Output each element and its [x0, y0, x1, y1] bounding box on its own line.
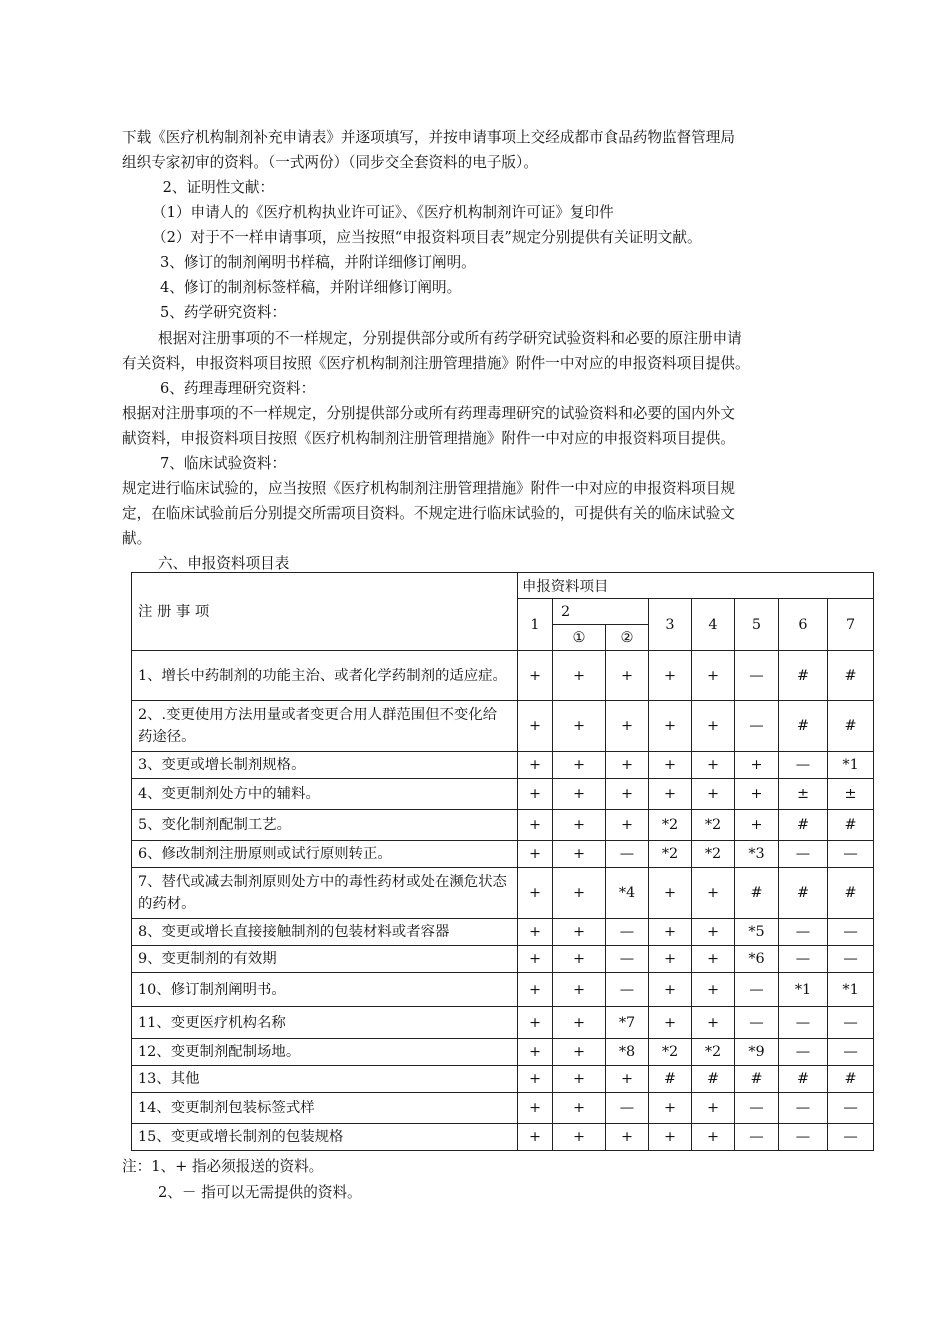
table-cell: —: [606, 841, 649, 868]
table-cell: ±: [828, 779, 874, 810]
table-cell: +: [606, 1124, 649, 1151]
table-cell: +: [649, 973, 692, 1007]
table-row: [132, 651, 874, 701]
table-cell: *6: [735, 946, 779, 973]
table-cell: —: [779, 1124, 828, 1151]
table-cell: #: [828, 810, 874, 841]
table-cell: +: [553, 868, 606, 919]
table-cell: +: [553, 946, 606, 973]
table-cell: +: [553, 779, 606, 810]
table-row: [132, 946, 874, 973]
registration-item: 8、变更或增长直接接触制剂的包装材料或者容器: [132, 919, 518, 946]
table-cell: #: [735, 868, 779, 919]
table-cell: +: [518, 973, 553, 1007]
table-cell: —: [779, 946, 828, 973]
table-cell: #: [779, 651, 828, 701]
section-heading: 2、证明性文献：: [148, 179, 275, 196]
table-cell: —: [779, 919, 828, 946]
table-cell: *7: [606, 1007, 649, 1039]
sub-column-header: ①: [553, 625, 606, 651]
table-cell: *2: [692, 1039, 735, 1066]
registration-item: 9、变更制剂的有效期: [132, 946, 518, 973]
table-cell: —: [828, 841, 874, 868]
table-cell: +: [518, 1066, 553, 1093]
table-cell: +: [518, 841, 553, 868]
table-cell: +: [518, 946, 553, 973]
table-cell: —: [735, 1007, 779, 1039]
registration-item: 2、.变更使用方法用量或者变更合用人群范围但不变化给药途径。: [132, 701, 518, 752]
column-header: 3: [649, 599, 692, 651]
table-cell: *1: [779, 973, 828, 1007]
table-cell: +: [518, 1007, 553, 1039]
table-cell: +: [649, 919, 692, 946]
table-cell: —: [606, 973, 649, 1007]
table-cell: +: [735, 752, 779, 779]
intro-line: 献。: [122, 530, 152, 547]
table-cell: +: [649, 651, 692, 701]
table-cell: +: [692, 1093, 735, 1124]
note-line: 2、－ 指可以无需提供的资料。: [158, 1184, 362, 1201]
registration-item-header: 注 册 事 项: [132, 573, 518, 651]
table-cell: +: [518, 651, 553, 701]
registration-item: 15、变更或增长制剂的包装规格: [132, 1124, 518, 1151]
table-row: [132, 810, 874, 841]
table-cell: —: [828, 919, 874, 946]
table-cell: +: [649, 701, 692, 752]
items-header: 申报资料项目: [518, 573, 874, 599]
table-cell: +: [518, 779, 553, 810]
table-cell: *2: [692, 810, 735, 841]
table-cell: +: [649, 779, 692, 810]
column-header: 5: [735, 599, 779, 651]
intro-line: （1）申请人的《医疗机构执业许可证》、《医疗机构制剂许可证》复印件: [152, 204, 614, 221]
table-cell: +: [518, 1039, 553, 1066]
table-cell: +: [606, 810, 649, 841]
table-cell: #: [779, 810, 828, 841]
registration-item: 10、修订制剂阐明书。: [132, 973, 518, 1007]
table-cell: +: [553, 1066, 606, 1093]
table-cell: #: [779, 868, 828, 919]
table-cell: +: [553, 841, 606, 868]
table-cell: +: [553, 1093, 606, 1124]
table-cell: +: [692, 779, 735, 810]
table-cell: +: [692, 1007, 735, 1039]
table-row: [132, 1124, 874, 1151]
intro-line: 有关资料，申报资料项目按照《医疗机构制剂注册管理措施》附件一中对应的申报资料项目提供。: [122, 355, 750, 372]
table-cell: +: [649, 1093, 692, 1124]
intro-line: 3、修订的制剂阐明书样稿，并附详细修订阐明。: [160, 254, 476, 271]
table-cell: —: [779, 752, 828, 779]
column-header: 1: [518, 599, 553, 651]
column-header: 4: [692, 599, 735, 651]
table-cell: #: [828, 651, 874, 701]
table-cell: +: [606, 752, 649, 779]
application-items-table: [131, 572, 874, 1151]
note-line: 注：1、+ 指必须报送的资料。: [122, 1158, 324, 1175]
table-cell: —: [606, 919, 649, 946]
table-cell: *2: [649, 841, 692, 868]
table-cell: —: [735, 1124, 779, 1151]
intro-line: 根据对注册事项的不一样规定，分别提供部分或所有药理毒理研究的试验资料和必要的国内外文: [122, 405, 735, 422]
table-row: [132, 973, 874, 1007]
table-row: [132, 1039, 874, 1066]
registration-item: 11、变更医疗机构名称: [132, 1007, 518, 1039]
intro-line: 下载《医疗机构制剂补充申请表》并逐项填写，并按申请事项上交经成都市食品药物监督管理局: [122, 129, 735, 146]
table-cell: *5: [735, 919, 779, 946]
table-row: [132, 779, 874, 810]
table-cell: —: [735, 701, 779, 752]
table-cell: +: [649, 868, 692, 919]
table-cell: —: [735, 1093, 779, 1124]
table-cell: —: [828, 946, 874, 973]
section-heading: 5、药学研究资料：: [160, 304, 287, 321]
table-cell: ±: [779, 779, 828, 810]
table-cell: +: [518, 810, 553, 841]
table-cell: —: [828, 1093, 874, 1124]
intro-line: （2）对于不一样申请事项，应当按照“申报资料项目表”规定分别提供有关证明文献。: [152, 229, 702, 246]
registration-item: 13、其他: [132, 1066, 518, 1093]
table-cell: +: [606, 651, 649, 701]
table-caption: 六、申报资料项目表: [158, 555, 290, 572]
table-cell: +: [518, 919, 553, 946]
table-cell: +: [606, 779, 649, 810]
table-cell: +: [553, 919, 606, 946]
table-row: [132, 1093, 874, 1124]
table-cell: +: [518, 752, 553, 779]
table-cell: +: [518, 701, 553, 752]
table-cell: —: [828, 1039, 874, 1066]
table-cell: +: [692, 1124, 735, 1151]
intro-line: 组织专家初审的资料。（一式两份）（同步交全套资料的电子版）。: [122, 154, 538, 171]
registration-item: 6、修改制剂注册原则或试行原则转正。: [132, 841, 518, 868]
table-cell: *8: [606, 1039, 649, 1066]
table-cell: —: [735, 651, 779, 701]
table-cell: +: [518, 1093, 553, 1124]
table-cell: *9: [735, 1039, 779, 1066]
table-cell: #: [735, 1066, 779, 1093]
registration-item: 14、变更制剂包装标签式样: [132, 1093, 518, 1124]
intro-line: 定，在临床试验前后分别提交所需项目资料。不规定进行临床试验的，可提供有关的临床试验文: [122, 505, 735, 522]
registration-item: 3、变更或增长制剂规格。: [132, 752, 518, 779]
intro-line: 4、修订的制剂标签样稿，并附详细修订阐明。: [160, 279, 462, 296]
table-cell: +: [692, 752, 735, 779]
section-heading: 6、药理毒理研究资料：: [160, 380, 316, 397]
table-cell: #: [828, 1066, 874, 1093]
table-cell: +: [649, 1007, 692, 1039]
table-row: [132, 919, 874, 946]
table-cell: +: [606, 701, 649, 752]
table-cell: *1: [828, 752, 874, 779]
table-cell: *2: [692, 841, 735, 868]
table-cell: +: [692, 946, 735, 973]
registration-item: 5、变化制剂配制工艺。: [132, 810, 518, 841]
table-row: [132, 1066, 874, 1093]
column-header: 6: [779, 599, 828, 651]
registration-item: 12、变更制剂配制场地。: [132, 1039, 518, 1066]
table-cell: —: [828, 1124, 874, 1151]
table-cell: #: [692, 1066, 735, 1093]
table-cell: +: [692, 701, 735, 752]
table-cell: +: [606, 1066, 649, 1093]
table-cell: +: [553, 651, 606, 701]
table-cell: +: [692, 973, 735, 1007]
table-cell: +: [553, 1007, 606, 1039]
registration-item: 7、替代或减去制剂原则处方中的毒性药材或处在濒危状态的药材。: [132, 868, 518, 919]
table-cell: +: [649, 1124, 692, 1151]
table-cell: *3: [735, 841, 779, 868]
table-cell: —: [828, 1007, 874, 1039]
table-cell: —: [779, 1007, 828, 1039]
table-cell: +: [692, 919, 735, 946]
table-cell: —: [606, 946, 649, 973]
table-cell: *4: [606, 868, 649, 919]
table-cell: *2: [649, 810, 692, 841]
table-row: [132, 752, 874, 779]
table-cell: —: [779, 1093, 828, 1124]
table-cell: +: [518, 1124, 553, 1151]
table-cell: #: [828, 868, 874, 919]
table-cell: #: [779, 701, 828, 752]
intro-line: 根据对注册事项的不一样规定，分别提供部分或所有药学研究试验资料和必要的原注册申请: [158, 330, 742, 347]
section-heading: 7、临床试验资料：: [160, 455, 287, 472]
table-row: [132, 1007, 874, 1039]
table-cell: *1: [828, 973, 874, 1007]
table-cell: #: [828, 701, 874, 752]
table-cell: —: [735, 973, 779, 1007]
table-row: [132, 701, 874, 752]
table-cell: +: [692, 868, 735, 919]
table-row: [132, 868, 874, 919]
table-cell: —: [779, 1039, 828, 1066]
table-cell: —: [606, 1093, 649, 1124]
table-cell: *2: [649, 1039, 692, 1066]
table-cell: +: [553, 973, 606, 1007]
registration-item: 1、增长中药制剂的功能主治、或者化学药制剂的适应症。: [132, 651, 518, 701]
table-cell: +: [735, 779, 779, 810]
table-cell: #: [779, 1066, 828, 1093]
table-row: [132, 841, 874, 868]
registration-item: 4、变更制剂处方中的辅料。: [132, 779, 518, 810]
table-cell: +: [553, 1039, 606, 1066]
column-header: 7: [828, 599, 874, 651]
table-cell: +: [649, 752, 692, 779]
intro-line: 献资料，申报资料项目按照《医疗机构制剂注册管理措施》附件一中对应的申报资料项目提供。: [122, 430, 735, 447]
table-cell: +: [735, 810, 779, 841]
table-cell: —: [779, 841, 828, 868]
table-cell: +: [553, 701, 606, 752]
table-cell: +: [553, 810, 606, 841]
table-cell: +: [553, 752, 606, 779]
table-cell: +: [518, 868, 553, 919]
column-header: 2: [553, 599, 649, 625]
intro-line: 规定进行临床试验的，应当按照《医疗机构制剂注册管理措施》附件一中对应的申报资料项目规: [122, 480, 735, 497]
table-cell: +: [692, 651, 735, 701]
sub-column-header: ②: [606, 625, 649, 651]
table-cell: #: [649, 1066, 692, 1093]
table-cell: +: [649, 946, 692, 973]
table-cell: +: [553, 1124, 606, 1151]
